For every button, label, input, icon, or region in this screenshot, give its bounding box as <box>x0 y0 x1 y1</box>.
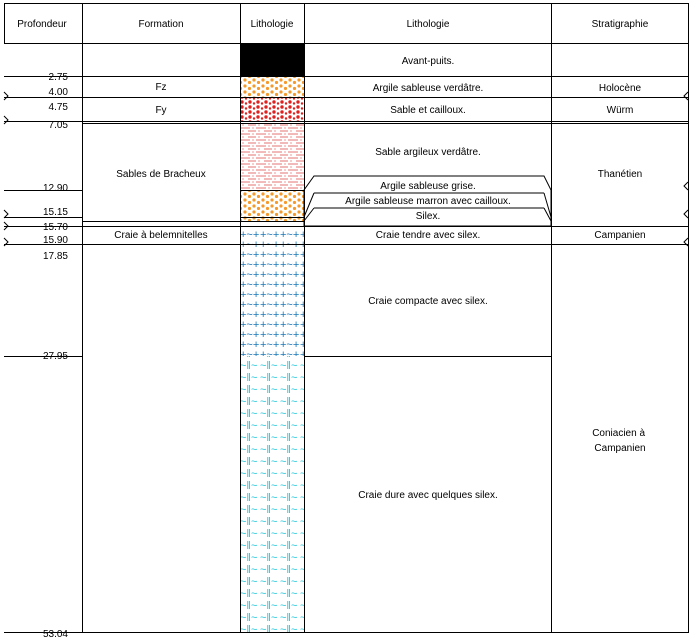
desc-argile-verdatre: Argile sableuse verdâtre. <box>372 83 484 94</box>
desc-avant-puits: Avant-puits. <box>401 56 455 67</box>
layer-sable-argileux <box>241 123 304 190</box>
depth-27-95: 27.95 <box>42 351 68 362</box>
depth-2-75: 2.75 <box>48 72 68 83</box>
header-formation: Formation <box>138 19 184 30</box>
depth-15-90: 15.90 <box>42 235 68 246</box>
depth-4-75: 4.75 <box>48 102 68 113</box>
layer-argile-verdatre <box>241 76 304 97</box>
strat-coniacien-line1: Coniacien à <box>592 428 646 439</box>
depth-4-00: 4.00 <box>48 87 68 98</box>
layer-sable-cailloux <box>241 97 304 121</box>
desc-craie-dure: Craie dure avec quelques silex. <box>358 490 498 501</box>
layer-craie-dure <box>241 356 304 632</box>
header-depth: Profondeur <box>17 19 67 30</box>
depth-53-04: 53.04 <box>42 629 68 640</box>
table-grid <box>4 3 689 633</box>
formation-fy: Fy <box>155 105 167 116</box>
desc-sable-cailloux: Sable et cailloux. <box>390 105 466 116</box>
depth-15-15: 15.15 <box>42 207 68 218</box>
header-stratigraphy: Stratigraphie <box>591 19 649 30</box>
layer-craie-tendre <box>241 226 304 244</box>
formation-fz: Fz <box>155 82 167 93</box>
formation-labels <box>114 82 207 241</box>
strat-wurm: Würm <box>606 105 634 116</box>
lithology-descriptions <box>345 56 511 501</box>
formation-craie-a-belemnitelles: Craie à belemnitelles <box>114 230 208 241</box>
depth-12-90: 12.90 <box>42 183 68 194</box>
formation-sables-de-bracheux: Sables de Bracheux <box>116 169 206 180</box>
strat-campanien: Campanien <box>594 230 646 241</box>
strat-coniacien <box>592 428 648 454</box>
layer-argile-grise <box>241 190 304 217</box>
desc-craie-compacte: Craie compacte avec silex. <box>368 296 488 307</box>
depth-15-70: 15.70 <box>42 222 68 233</box>
desc-argile-marron: Argile sableuse marron avec cailloux. <box>345 196 511 207</box>
desc-silex: Silex. <box>415 211 441 222</box>
depth-17-85: 17.85 <box>42 251 68 262</box>
desc-craie-tendre: Craie tendre avec silex. <box>375 230 481 241</box>
layer-avant-puits <box>241 44 304 76</box>
header-row <box>17 19 649 30</box>
layer-craie-compacte <box>241 244 304 356</box>
depth-labels <box>43 72 68 640</box>
header-lithology-description: Lithologie <box>406 19 450 30</box>
strat-thanetien: Thanétien <box>597 169 643 180</box>
stratigraphy-labels <box>592 83 648 454</box>
strat-coniacien-line2: Campanien <box>594 443 646 454</box>
lithology-column <box>241 44 304 632</box>
header-lithology-column: Lithologie <box>250 19 294 30</box>
desc-sable-argileux: Sable argileux verdâtre. <box>375 147 481 158</box>
desc-argile-grise: Argile sableuse grise. <box>380 181 476 192</box>
strat-holocene: Holocène <box>598 83 642 94</box>
depth-7-05: 7.05 <box>48 120 68 131</box>
